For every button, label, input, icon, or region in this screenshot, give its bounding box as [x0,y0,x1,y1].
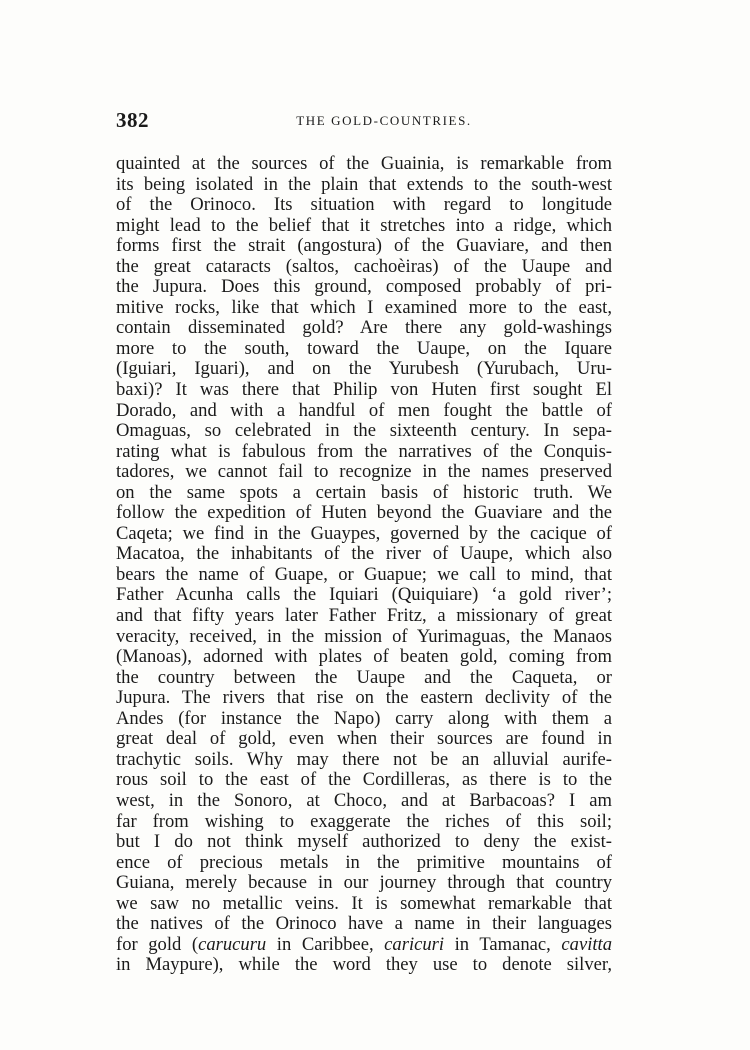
text-line: tadores, we cannot fail to recognize in the names preserved [116,461,612,483]
text-line: Andes (for instance the Napo) carry along with them a [116,707,612,729]
text-line: contain disseminated gold? Are there any gold-washings [116,317,612,339]
page-number: 382 [116,108,149,132]
text-line: the great cataracts (saltos, cachoèiras) of the Uaupe and [116,255,612,277]
text-line: Caqeta; we find in the Guaypes, governed by the cacique of [116,522,612,544]
text-line: but I do not think myself authorized to deny the exist- [116,831,612,853]
text-line: west, in the Sonoro, at Choco, and at Barbacoas? I am [116,789,612,811]
text-line: (Manoas), adorned with plates of beaten gold, coming from [116,646,612,668]
body-text [116,154,612,976]
text-line: more to the south, toward the Uaupe, on the Iquare [116,337,612,359]
text-line: rous soil to the east of the Cordilleras, as there is to the [116,769,612,791]
text-line: we saw no metallic veins. It is somewhat remarkable that [116,892,612,914]
text-line: Omaguas, so celebrated in the sixteenth century. In sepa- [116,420,612,442]
text-line: Dorado, and with a handful of men fought the battle of [116,399,612,421]
text-line: mitive rocks, like that which I examined more to the east, [116,296,612,318]
text-line: of the Orinoco. Its situation with regard to longitude [116,194,612,216]
italic-word: caricuri [384,933,445,955]
text-line: far from wishing to exaggerate the riches of this soil; [116,810,612,832]
page-header [116,108,612,138]
text-line: veracity, received, in the mission of Yurimaguas, the Manaos [116,625,612,647]
text-line: the Jupura. Does this ground, composed probably of pri- [116,276,612,298]
text-line: Macatoa, the inhabitants of the river of Uaupe, which also [116,543,612,565]
text-line: great deal of gold, even when their sources are found in [116,728,612,750]
text-line: Guiana, merely because in our journey through that country [116,872,612,894]
italic-word: cavitta [561,933,612,955]
text-line: bears the name of Guape, or Guapue; we call to mind, that [116,563,612,585]
text-line: (Iguiari, Iguari), and on the Yurubesh (Yurubach, Uru- [116,358,612,380]
text-line: its being isolated in the plain that extends to the south-west [116,173,612,195]
running-title: THE GOLD-COUNTRIES. [296,113,472,128]
text-line: quainted at the sources of the Guainia, is remarkable from [116,153,612,174]
text-line: in Maypure), while the word they use to denote silver, [116,954,612,976]
text-line: baxi)? It was there that Philip von Huten first sought El [116,379,612,401]
text-line: the country between the Uaupe and the Caqueta, or [116,666,612,688]
text-line: follow the expedition of Huten beyond the Guaviare and the [116,502,612,524]
text-line: forms first the strait (angostura) of the Guaviare, and then [116,235,612,257]
text-line: for gold (carucuru in Caribbee, caricuri in Tamanac, cavitta [116,933,612,955]
italic-word: carucuru [198,933,267,955]
text-line: trachytic soils. Why may there not be an alluvial aurife- [116,748,612,770]
text-line: Jupura. The rivers that rise on the eastern declivity of the [116,687,612,709]
text-line: rating what is fabulous from the narratives of the Conquis- [116,440,612,462]
text-line: Father Acunha calls the Iquiari (Quiquiare) ‘a gold river’; [116,584,612,606]
text-line: and that fifty years later Father Fritz, a missionary of great [116,605,612,627]
text-line: ence of precious metals in the primitive mountains of [116,851,612,873]
text-line: might lead to the belief that it stretches into a ridge, which [116,214,612,236]
text-line: the natives of the Orinoco have a name in their languages [116,913,612,935]
text-line: on the same spots a certain basis of historic truth. We [116,481,612,503]
